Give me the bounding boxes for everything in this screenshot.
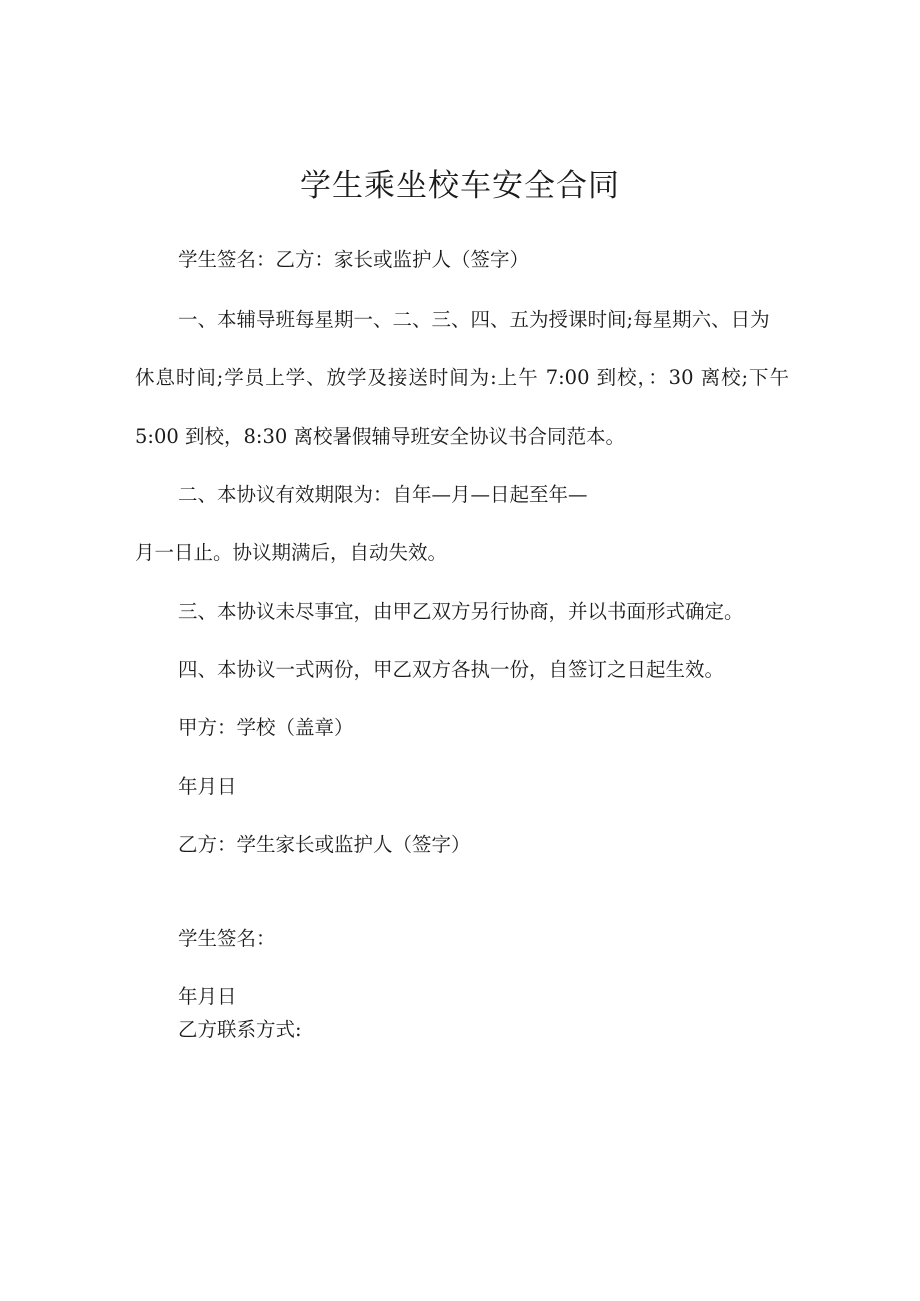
clause-1-line-3: 5:00 到校，8:30 离校暑假辅导班安全协议书合同范本。 [135, 425, 625, 448]
clause-1-line-1: 一、本辅导班每星期一、二、三、四、五为授课时间;每星期六、日为 [178, 308, 770, 331]
student-signature: 学生签名： [178, 927, 276, 950]
party-a-date: 年月日 [178, 775, 237, 798]
clause-2-line-1: 二、本协议有效期限为：自年—月—日起至年— [178, 483, 588, 506]
clause-1-line-2: 休息时间;学员上学、放学及接送时间为:上午 7:00 到校，：30 离校;下午 [135, 366, 789, 389]
clause-3: 三、本协议未尽事宜，由甲乙双方另行协商，并以书面形式确定。 [178, 600, 744, 623]
party-a-school-seal: 甲方：学校（盖章） [178, 716, 354, 739]
document-title: 学生乘坐校车安全合同 [300, 168, 620, 204]
clause-4: 四、本协议一式两份，甲乙双方各执一份，自签订之日起生效。 [178, 658, 725, 681]
party-b-contact: 乙方联系方式: [178, 1018, 302, 1041]
party-b-date: 年月日 [178, 985, 237, 1008]
party-b-parent-signature: 乙方：学生家长或监护人（签字） [178, 833, 471, 856]
student-signature-header: 学生签名：乙方：家长或监护人（签字） [178, 248, 530, 271]
clause-2-line-2: 月一日止。协议期满后，自动失效。 [135, 541, 448, 564]
